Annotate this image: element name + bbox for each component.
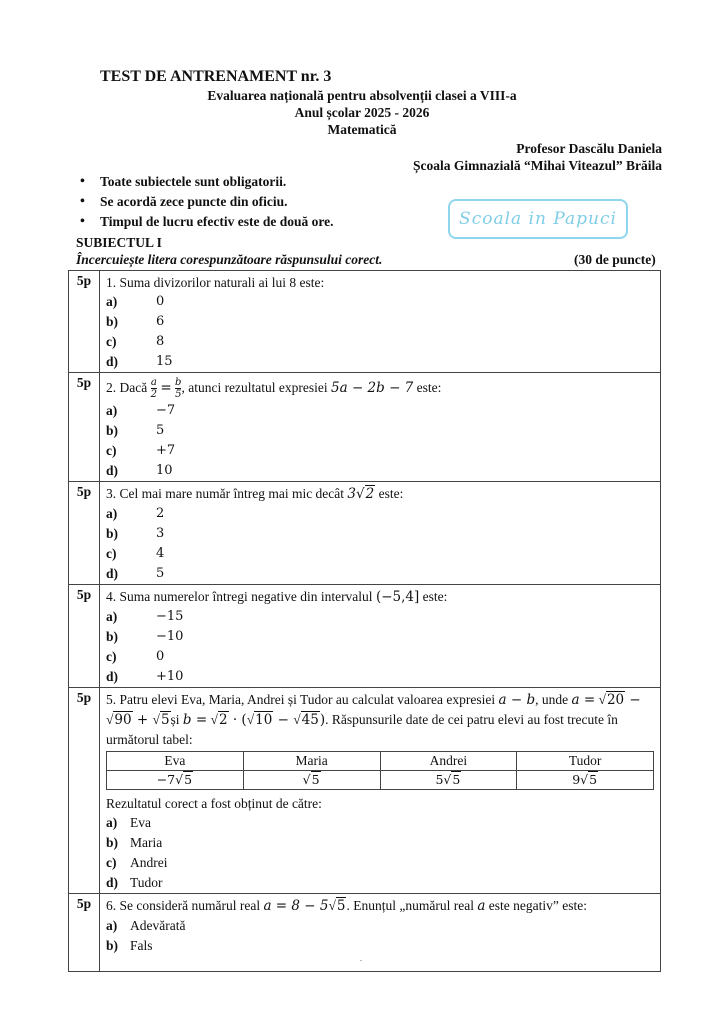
- exam-name: Evaluarea națională pentru absolvenții clasei a VIII-a: [207, 88, 517, 103]
- section-title: SUBIECTUL I: [76, 235, 162, 250]
- answers-header-tudor: Tudor: [517, 752, 654, 771]
- rule-item: • Timpul de lucru efectiv este de două ore.: [80, 212, 333, 232]
- question-row: [69, 373, 661, 482]
- option-a[interactable]: a) Eva: [106, 815, 151, 830]
- option-c[interactable]: c) 4: [106, 546, 165, 561]
- question-text: 6. Se consideră numărul real a = 8 − 5√5. Enunțul „numărul real a este negativ” este:: [106, 898, 587, 914]
- answers-value-tudor: 9√5: [517, 771, 654, 790]
- question-text: 1. Suma divizorilor naturali ai lui 8 este:: [106, 275, 325, 290]
- answers-header-andrei: Andrei: [380, 752, 517, 771]
- option-b[interactable]: b) 3: [106, 526, 165, 541]
- question-points: 5p: [69, 688, 100, 894]
- answers-header-maria: Maria: [243, 752, 380, 771]
- question-text: 3. Cel mai mare număr întreg mai mic decât 3√2 este:: [106, 486, 404, 502]
- answers-value-eva: −7√5: [107, 771, 244, 790]
- question-row: [69, 688, 661, 894]
- option-a[interactable]: a) 2: [106, 506, 165, 521]
- section-instruction: Încercuiește litera corespunzătoare răspunsului corect.: [76, 252, 383, 267]
- rule-item: • Se acordă zece puncte din oficiu.: [80, 192, 333, 212]
- school-name: Școala Gimnazială “Mihai Viteazul” Brăila: [413, 158, 662, 173]
- watermark-stamp: Scoala in Papuci: [448, 199, 628, 239]
- test-title: TEST DE ANTRENAMENT nr. 3: [100, 68, 332, 85]
- option-c[interactable]: c) 0: [106, 649, 165, 664]
- question-followup: Rezultatul corect a fost obținut de către:: [106, 796, 322, 811]
- question-points: 5p: [69, 482, 100, 585]
- question-text: 5. Patru elevi Eva, Maria, Andrei și Tudor au calculat valoarea expresiei a − b, unde a = √20 − √90 + √5și b = √2 · (√10 − √45). Răspunsurile date de cei patru elevi au fost trecute în următorul tabel:: [106, 692, 641, 747]
- option-b[interactable]: b) 5: [106, 423, 165, 438]
- answers-table: [106, 751, 654, 790]
- option-b[interactable]: b) Fals: [106, 938, 153, 953]
- question-points: 5p: [69, 894, 100, 972]
- option-d[interactable]: d) 15: [106, 354, 173, 369]
- answers-value-andrei: 5√5: [380, 771, 517, 790]
- answers-value-maria: √5: [243, 771, 380, 790]
- rule-item: • Toate subiectele sunt obligatorii.: [80, 172, 333, 192]
- option-b[interactable]: b) −10: [106, 629, 184, 644]
- page-mark: [360, 960, 362, 961]
- questions-table: [68, 270, 661, 972]
- answers-header-eva: Eva: [107, 752, 244, 771]
- question-row: [69, 482, 661, 585]
- rules-list: [80, 172, 333, 232]
- option-b[interactable]: b) 6: [106, 314, 165, 329]
- question-text: 4. Suma numerelor întregi negative din intervalul (−5,4] este:: [106, 589, 448, 605]
- option-a[interactable]: a) −7: [106, 403, 176, 418]
- option-a[interactable]: a) 0: [106, 294, 165, 309]
- question-row: [69, 894, 661, 972]
- question-row: [69, 585, 661, 688]
- question-row: [69, 271, 661, 373]
- question-points: 5p: [69, 271, 100, 373]
- option-a[interactable]: a) −15: [106, 609, 184, 624]
- option-c[interactable]: c) +7: [106, 443, 176, 458]
- option-d[interactable]: d) 10: [106, 463, 173, 478]
- option-d[interactable]: d) Tudor: [106, 875, 163, 890]
- option-c[interactable]: c) Andrei: [106, 855, 168, 870]
- option-a[interactable]: a) Adevărată: [106, 918, 186, 933]
- section-points: (30 de puncte): [574, 252, 656, 267]
- teacher-name: Profesor Dascălu Daniela: [516, 141, 662, 156]
- question-text: 2. Dacă $\frac{a}{2}$ = $\frac{b}{5}$ , atunci rezultatul expresiei 5a − 2b − 7 este:: [106, 377, 442, 401]
- option-b[interactable]: b) Maria: [106, 835, 163, 850]
- subject-name: Matematică: [327, 122, 397, 137]
- school-year: Anul școlar 2025 - 2026: [294, 105, 430, 120]
- question-points: 5p: [69, 585, 100, 688]
- option-d[interactable]: d) 5: [106, 566, 165, 581]
- option-c[interactable]: c) 8: [106, 334, 165, 349]
- option-d[interactable]: d) +10: [106, 669, 184, 684]
- question-points: 5p: [69, 373, 100, 482]
